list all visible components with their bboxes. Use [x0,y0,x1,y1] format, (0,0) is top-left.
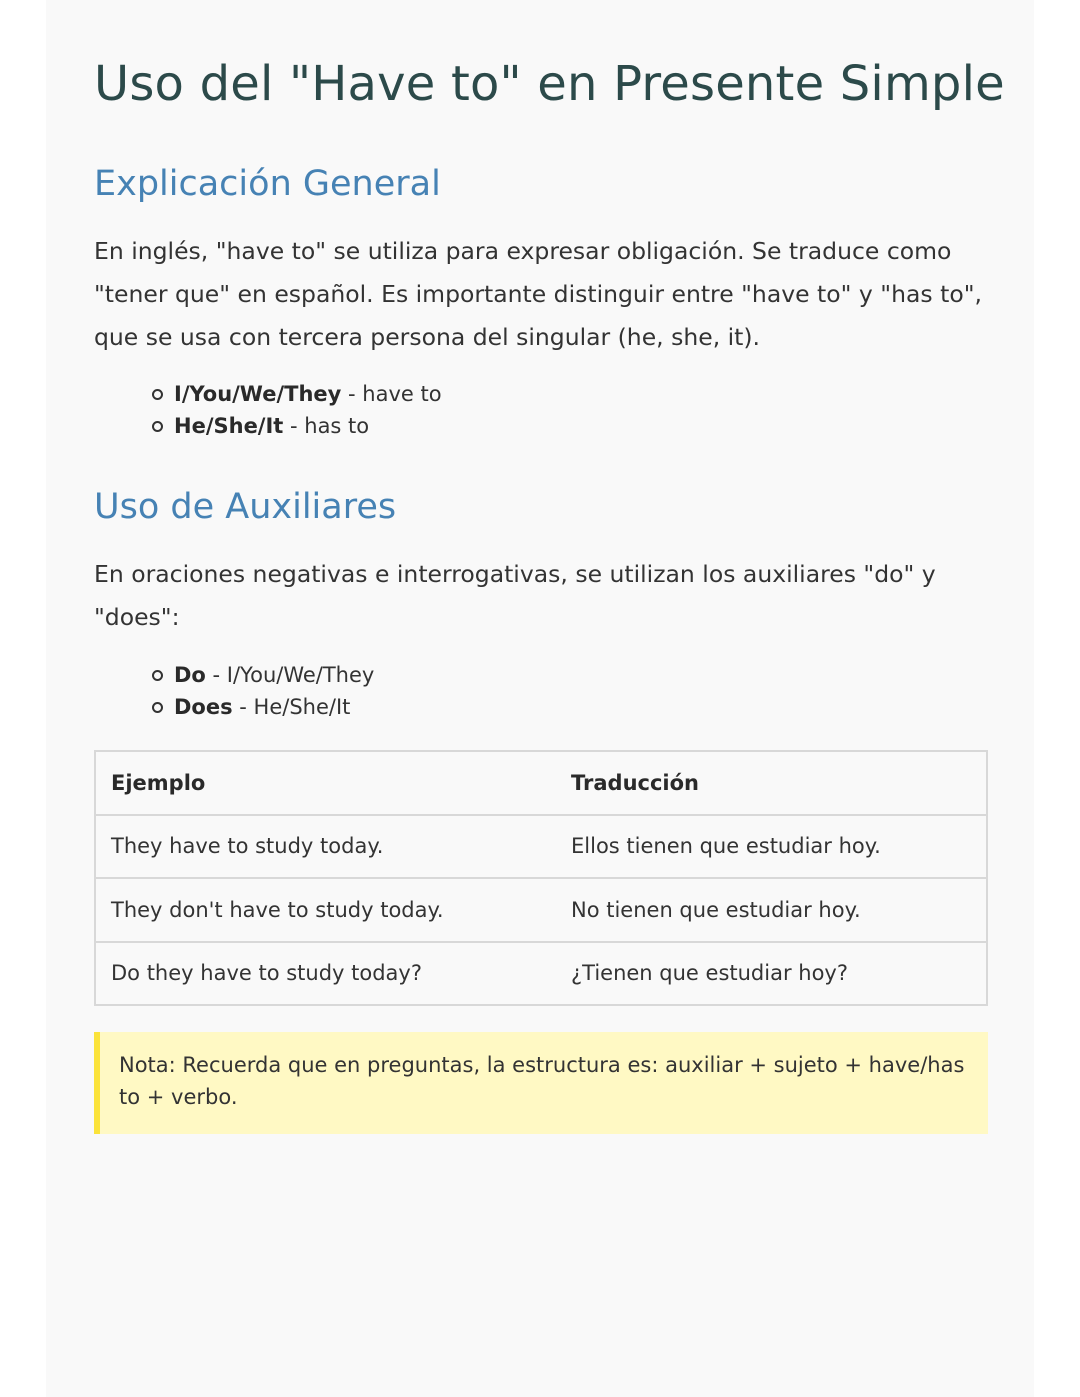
note-callout [94,1032,988,1134]
list-item-text: - He/She/It [232,695,351,719]
circle-bullet-icon [152,670,163,681]
list-item [174,691,374,723]
examples-table [94,750,988,1006]
auxiliares-paragraph: En oraciones negativas e interrogativas, se utilizan los auxiliares "do" y "does": [94,560,936,631]
table-cell-traduccion: ¿Tienen que estudiar hoy? [556,942,987,1006]
list-item-bold: Does [174,695,233,719]
table-cell-traduccion: No tienen que estudiar hoy. [556,878,987,942]
list-item [174,378,442,410]
table-row [95,815,987,879]
list-item-bold: Do [174,663,206,687]
list-item [174,659,374,691]
list-item-text: - has to [283,414,370,438]
column-header-traduccion: Traducción [556,751,987,815]
table-cell-ejemplo: They have to study today. [95,815,556,879]
table-cell-ejemplo: Do they have to study today? [95,942,556,1006]
auxiliares-list [174,659,374,723]
explicacion-list [174,378,442,442]
list-item-text: - have to [341,382,442,406]
section-heading-explicacion: Explicación General [94,164,441,204]
explicacion-paragraph: En inglés, "have to" se utiliza para expresar obligación. Se traduce como "tener que" en español. Es importante distinguir entre "have to" y "has to", que se usa con tercera persona del singular (he, she, it). [94,237,982,351]
table-cell-traduccion: Ellos tienen que estudiar hoy. [556,815,987,879]
circle-bullet-icon [152,702,163,713]
list-item-bold: He/She/It [174,414,284,438]
table-cell-ejemplo: They don't have to study today. [95,878,556,942]
table-row [95,942,987,1006]
table-row [95,878,987,942]
circle-bullet-icon [152,389,163,400]
list-item-bold: I/You/We/They [174,382,342,406]
table-header-row [95,751,987,815]
list-item-text: - I/You/We/They [205,663,375,687]
circle-bullet-icon [152,421,163,432]
section-heading-auxiliares: Uso de Auxiliares [94,487,397,527]
column-header-ejemplo: Ejemplo [95,751,556,815]
list-item [174,410,442,442]
note-text: Nota: Recuerda que en preguntas, la estructura es: auxiliar + sujeto + have/has to + verbo. [119,1053,965,1109]
page-title: Uso del "Have to" en Presente Simple [94,56,1005,112]
